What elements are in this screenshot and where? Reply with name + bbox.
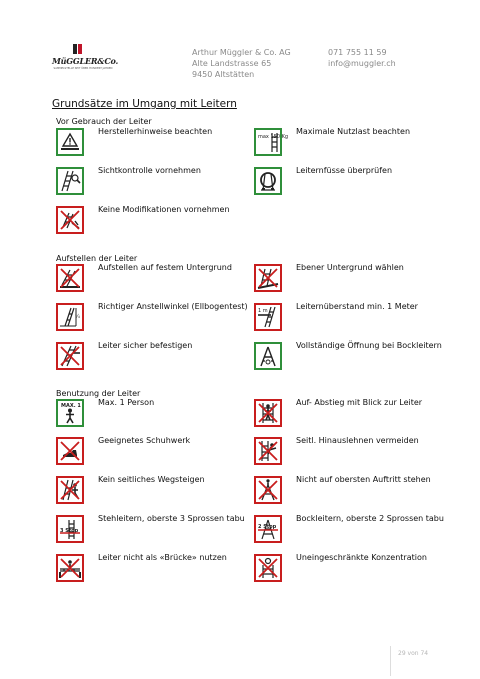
company-street: Alte Landstrasse 65 — [192, 59, 272, 68]
no-bridge-icon — [56, 554, 84, 582]
top2-text: 2 Stop — [258, 524, 277, 530]
ladder-feet-icon — [254, 167, 282, 195]
footer-divider — [390, 646, 391, 676]
no-top-step-icon — [254, 476, 282, 504]
rule-label: Leiternfüsse überprüfen — [296, 166, 393, 175]
rule-label: Leiternüberstand min. 1 Meter — [296, 302, 418, 311]
concentration-icon — [254, 554, 282, 582]
rule-label: Nicht auf obersten Auftritt stehen — [296, 475, 431, 484]
logo-subtitle: SAMMELSTELLE SEIT ÜBER HUNDERT JAHREN — [53, 67, 113, 70]
rule-label: Maximale Nutzlast beachten — [296, 127, 411, 136]
rule-label: Max. 1 Person — [98, 398, 155, 407]
rule-label: Ebener Untergrund wählen — [296, 263, 404, 272]
section-heading: Vor Gebrauch der Leiter — [56, 117, 152, 126]
secure-ladder-icon — [56, 342, 84, 370]
manual-warning-icon — [56, 128, 84, 156]
level-ground-icon — [254, 264, 282, 292]
rule-label: Stehleitern, oberste 3 Sprossen tabu — [98, 514, 245, 523]
page-number: 29 von 74 — [398, 650, 429, 657]
section-heading: Benutzung der Leiter — [56, 389, 141, 398]
rule-label: Vollständige Öffnung bei Bockleitern — [296, 341, 442, 350]
rule-label: Uneingeschränkte Konzentration — [296, 553, 427, 562]
overhang-text: 1 m — [258, 308, 268, 314]
rule-label: Sichtkontrolle vornehmen — [98, 166, 201, 175]
rule-label: Auf- Abstieg mit Blick zur Leiter — [296, 398, 423, 407]
logo-text: MüGGLER&Co. — [52, 56, 119, 66]
section-heading: Aufstellen der Leiter — [56, 254, 138, 263]
ladder-angle-icon — [56, 303, 84, 331]
max-person-text: MAX. 1 — [61, 403, 81, 409]
top2-rungs-icon — [254, 515, 282, 543]
stepladder-open-icon — [254, 342, 282, 370]
face-ladder-icon — [254, 399, 282, 427]
logo-mark — [73, 44, 82, 54]
top3-rungs-icon — [56, 515, 84, 543]
no-side-step-icon — [56, 476, 84, 504]
company-contact — [328, 47, 396, 69]
company-city: 9450 Altstätten — [192, 70, 255, 79]
company-email: info@muggler.ch — [328, 59, 396, 68]
max-load-text: max 150 Kg — [258, 134, 289, 140]
firm-ground-icon — [56, 264, 84, 292]
no-modification-icon — [56, 206, 84, 234]
angle-text: ¼ — [75, 314, 80, 320]
company-name: Arthur Müggler & Co. AG — [192, 48, 291, 57]
footwear-icon — [56, 437, 84, 465]
rule-label: Kein seitliches Wegsteigen — [98, 475, 205, 484]
document-title: Grundsätze im Umgang mit Leitern — [52, 98, 237, 110]
rule-label: Leiter nicht als «Brücke» nutzen — [98, 553, 227, 562]
rule-label: Richtiger Anstellwinkel (Ellbogentest) — [98, 302, 248, 311]
one-person-icon — [56, 399, 84, 427]
rule-label: Keine Modifikationen vornehmen — [98, 205, 230, 214]
company-logo — [52, 44, 119, 74]
rule-label: Aufstellen auf festem Untergrund — [98, 263, 232, 272]
rule-label: Bockleitern, oberste 2 Sprossen tabu — [296, 514, 444, 523]
rule-label: Seitl. Hinauslehnen vermeiden — [296, 436, 419, 445]
max-load-icon — [254, 128, 289, 156]
company-phone: 071 755 11 59 — [328, 48, 387, 57]
top3-text: 3 Stop — [60, 528, 79, 534]
rule-label: Leiter sicher befestigen — [98, 341, 193, 350]
inspect-ladder-icon — [56, 167, 84, 195]
no-leaning-icon — [254, 437, 282, 465]
rule-label: Geeignetes Schuhwerk — [98, 436, 191, 445]
overhang-icon — [254, 303, 282, 331]
rule-label: Herstellerhinweise beachten — [98, 127, 213, 136]
company-address — [192, 47, 291, 80]
